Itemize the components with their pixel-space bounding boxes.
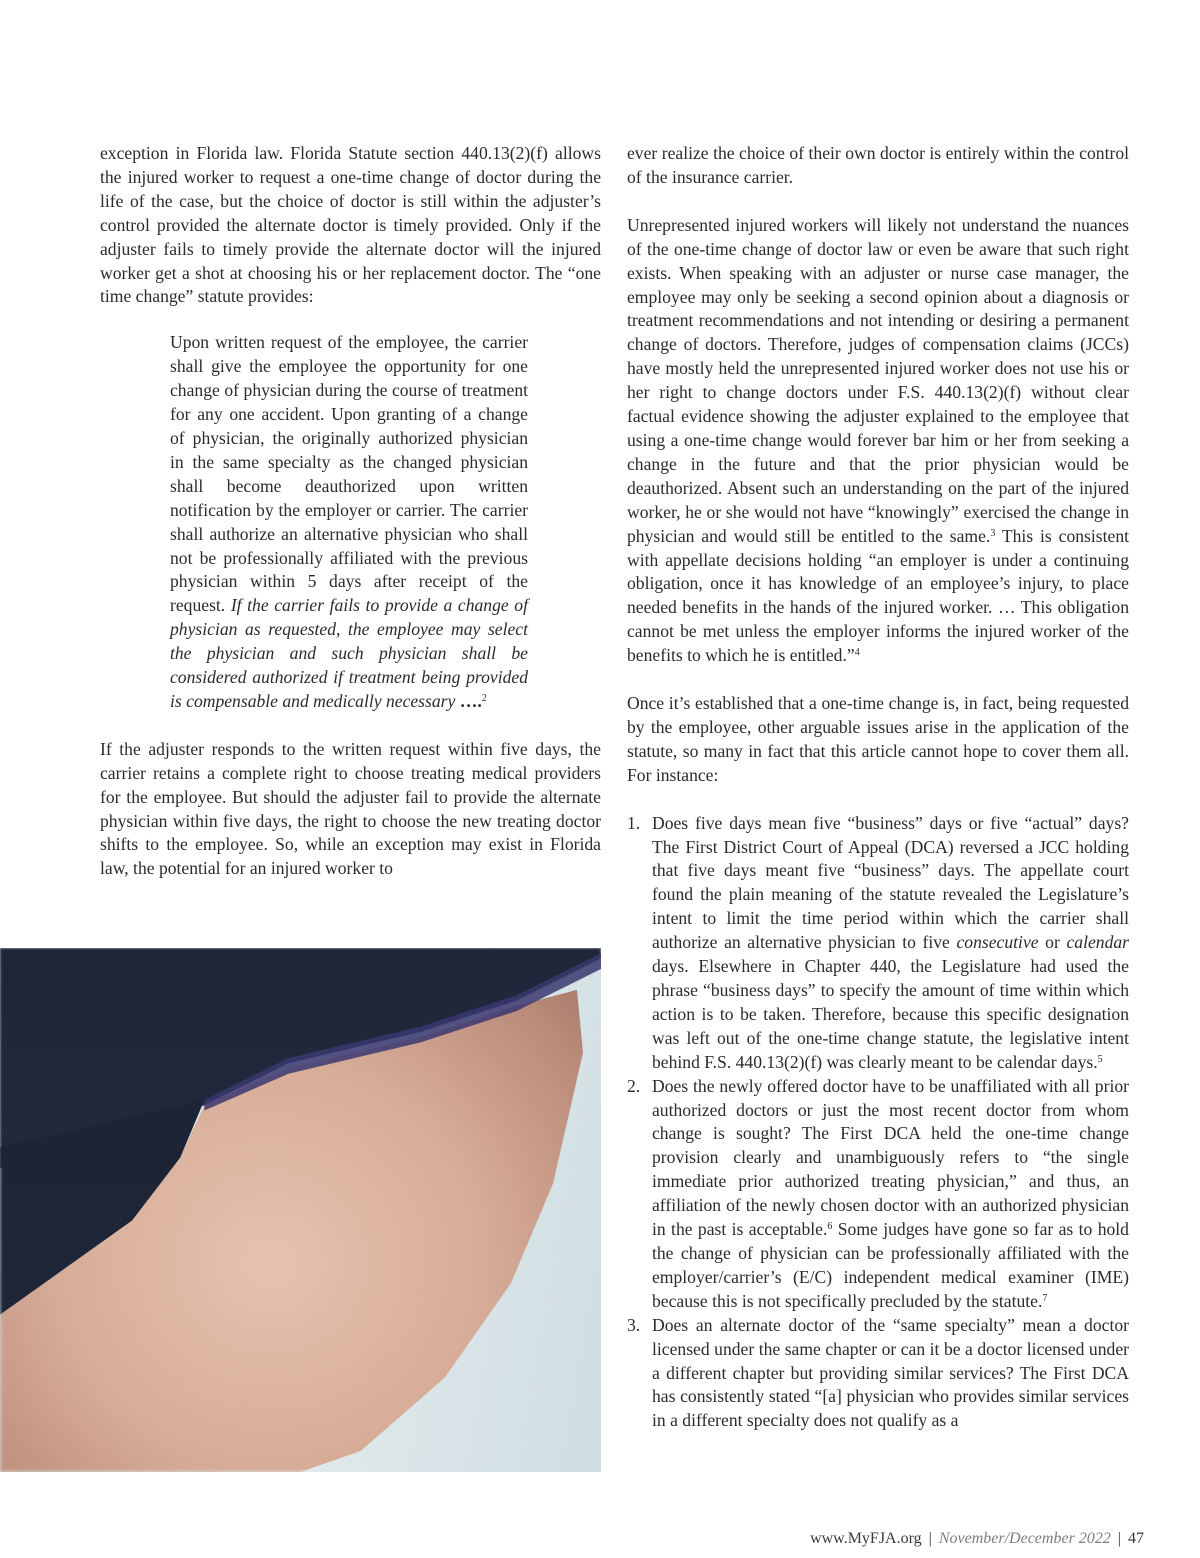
arm-photo xyxy=(0,948,601,1472)
footer-separator: | xyxy=(928,1530,932,1547)
block-quote xyxy=(170,331,528,714)
quote-italic-text: If the carrier fails to provide a change of physician as requested, the employee may select the physician and such physician shall be considered authorized if treatment being provided is compensable and medically necessary xyxy=(170,595,528,711)
issue-date: November/December 2022 xyxy=(938,1530,1111,1547)
footnote-ref: 5 xyxy=(1097,1053,1103,1065)
body-paragraph: If the adjuster responds to the written request within five days, the carrier retains a complete right to choose treating medical providers for the employee. But should the adjuster fail to provide the alternate physician within five days, the right to choose the new treating doctor shifts to the employee. So, while an exception may exist in Florida law, the potential for an injured worker to xyxy=(100,738,601,879)
quote-ellipsis: …. xyxy=(459,690,482,711)
page-footer xyxy=(810,1530,1144,1548)
list-item: 3. Does an alternate doctor of the “same specialty” mean a doctor licensed under the same chapter or can it be a doctor licensed under a different chapter but providing similar services? The First DCA has consistently stated “[a] physician who provides similar services in a different specialty does not qualify as a xyxy=(627,1314,1129,1434)
footnote-ref: 3 xyxy=(990,527,996,539)
footnote-ref: 2 xyxy=(481,692,487,704)
footnote-ref: 6 xyxy=(827,1221,833,1233)
footer-separator: | xyxy=(1117,1530,1121,1547)
body-paragraph: Once it’s established that a one-time change is, in fact, being requested by the employee, other arguable issues arise in the application of the statute, so many in fact that this article cannot hope to cover them all. For instance: xyxy=(627,693,1129,785)
body-paragraph: exception in Florida law. Florida Statute section 440.13(2)(f) allows the injured worker to request a one-time change of doctor during the life of the case, but the choice of doctor is still within the adjuster’s control provided the alternate doctor is timely provided. Only if the adjuster fails to timely provide the alternate doctor will the injured worker get a shot at choosing his or her replacement doctor. The “one time change” statute provides: xyxy=(100,143,601,307)
numbered-list xyxy=(627,812,1129,1434)
footnote-ref: 4 xyxy=(854,647,860,659)
body-paragraph: Unrepresented injured workers will likely not understand the nuances of the one-time change of doctor law or even be aware that such right exists. When speaking with an adjuster or nurse case manager, the employee may only be seeking a second opinion about a diagnosis or treatment recommendations and not intending or desiring a permanent change of doctors. Therefore, judges of compensation claims (JCCs) have mostly held the unrepresented injured worker does not use his or her right to change doctors under F.S. 440.13(2)(f) without clear factual evidence showing the adjuster explained to the employee that using a one-time change would forever bar him or her from seeking a change in the future and that the prior physician would be deauthorized. Absent such an understanding on the part of the injured worker, he or she would not have “knowingly” exercised the change in physician and would still be entitled to the same.$^3$ This is consistent with appellate decisions holding “an employer is under a continuing obligation, once it has knowledge of an employee’s injury, to place needed benefits in the hands of the injured worker. … This obligation cannot be met unless the employer informs the injured worker of the benefits to which he is entitled.”$^4$ xyxy=(627,214,1129,666)
quote-text: Upon written request of the employee, the carrier shall give the employee the opportunity for one change of physician during the course of treatment for any one accident. Upon granting of a change of physician, the originally authorized physician in the same specialty as the changed physician shall become deauthorized upon written notification by the employer or carrier. The carrier shall authorize an alternative physician who shall not be professionally affiliated with the previous physician within 5 days after receipt of the request. xyxy=(170,332,528,616)
list-number: 2. xyxy=(627,1075,641,1096)
list-number: 3. xyxy=(627,1314,641,1335)
body-paragraph: ever realize the choice of their own doctor is entirely within the control of the insurance carrier. xyxy=(627,143,1129,187)
right-column xyxy=(627,142,1129,1433)
list-item: 2. Does the newly offered doctor have to be unaffiliated with all prior authorized doctors or just the most recent doctor from whom change is sought? The First DCA held the one-time change provision clearly and unambiguously refers to “the single immediate prior authorized treating physician,” and thus, an affiliation of the newly chosen doctor with an authorized physician in the past is acceptable.$^6$ Some judges have gone so far as to hold the change of physician can be professionally affiliated with the employer/carrier’s (E/C) independent medical examiner (IME) because this is not specifically precluded by the statute.$^7$ xyxy=(627,1075,1129,1314)
list-item: 1. Does five days mean five “business” days or five “actual” days? The First District Court of Appeal (DCA) reversed a JCC holding that five days meant five “business” days. The appellate court found the plain meaning of the statute revealed the Legislature’s intent to limit the time period within which the carrier shall authorize an alternative physician to five consecutive or calendar days. Elsewhere in Chapter 440, the Legislature had used the phrase “business days” to specify the amount of time within which action is to be taken. Therefore, because this specific designation was left out of the one-time change statute, the legislative intent behind F.S. 440.13(2)(f) was clearly meant to be calendar days.$^5$ xyxy=(627,812,1129,1075)
page-number: 47 xyxy=(1128,1530,1144,1547)
website-link[interactable]: www.MyFJA.org xyxy=(810,1530,922,1547)
footnote-ref: 7 xyxy=(1042,1292,1048,1304)
left-column xyxy=(100,142,601,881)
list-number: 1. xyxy=(627,812,641,833)
